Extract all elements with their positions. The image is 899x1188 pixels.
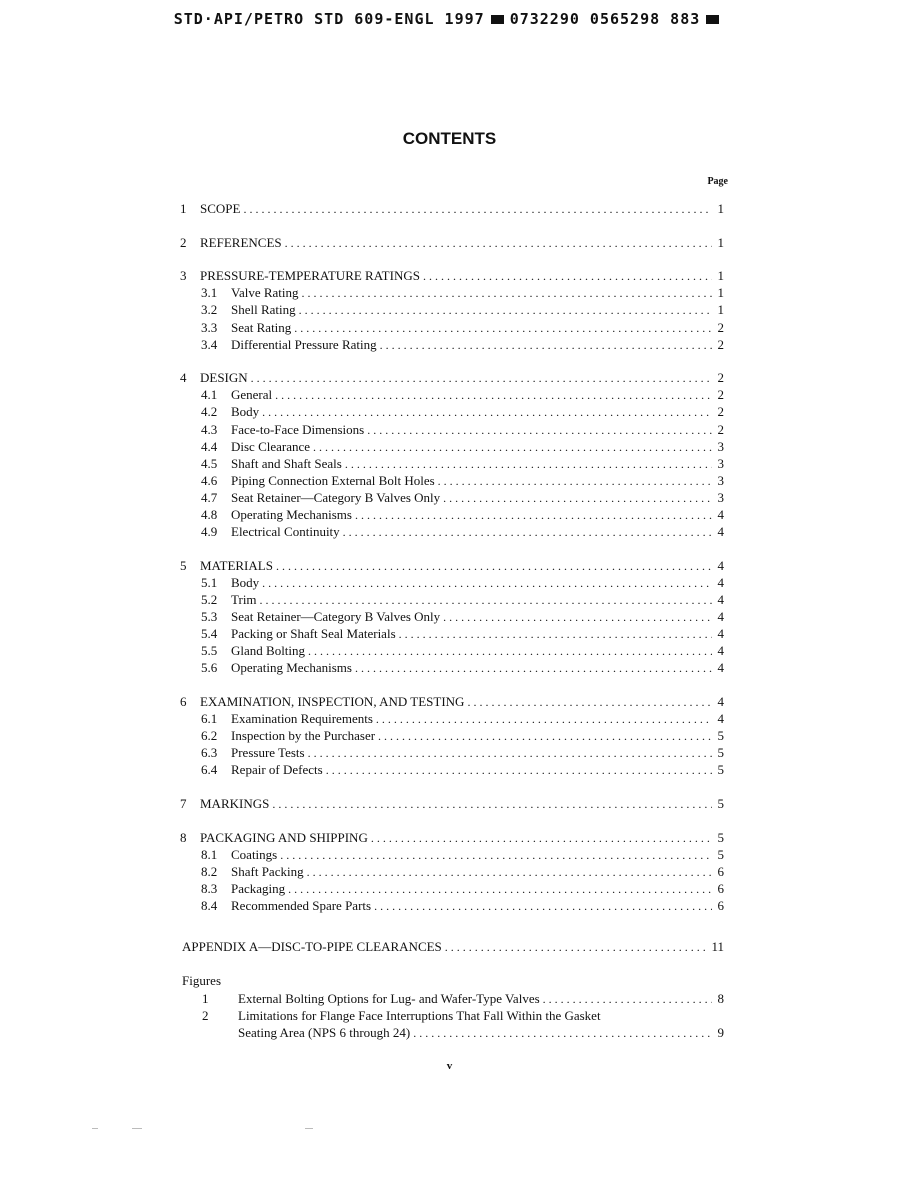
- dot-leader: [378, 728, 711, 745]
- entry-page: 2: [717, 404, 724, 420]
- entry-page: 2: [717, 336, 724, 352]
- toc-subsection: [201, 761, 724, 778]
- entry-number: 4: [180, 370, 187, 386]
- toc-subsection: [201, 336, 724, 353]
- toc-subsection: [201, 863, 724, 880]
- dot-leader: [467, 694, 711, 711]
- toc-section-7: [180, 795, 724, 812]
- entry-title: Packing or Shaft Seal Materials: [231, 626, 396, 642]
- entry-title: PACKAGING AND SHIPPING: [200, 829, 368, 845]
- header-block-mark-end: [706, 15, 719, 24]
- entry-page: 5: [717, 795, 724, 811]
- toc-subsection: [201, 727, 724, 744]
- dot-leader: [243, 201, 711, 218]
- entry-title: REFERENCES: [200, 234, 282, 250]
- toc-figure-1: [202, 990, 724, 1007]
- dot-leader: [275, 387, 711, 404]
- dot-leader: [343, 524, 712, 541]
- dot-leader: [413, 1025, 711, 1042]
- dot-leader: [285, 235, 712, 252]
- entry-page: 3: [717, 472, 724, 488]
- entry-number: 8: [180, 829, 187, 845]
- toc-subsection: [201, 591, 724, 608]
- entry-number: 5.2: [201, 591, 218, 607]
- entry-title: Seat Retainer—Category B Valves Only: [231, 609, 441, 624]
- entry-number: 5: [180, 557, 187, 573]
- toc-figure-2-number: 2: [202, 1008, 209, 1023]
- toc-subsection: [201, 506, 724, 523]
- entry-title: Face-to-Face Dimensions: [231, 421, 365, 437]
- toc-subsection: [201, 846, 724, 863]
- entry-page: 4: [717, 643, 724, 659]
- contents-title: CONTENTS: [402, 129, 497, 148]
- entry-page: 1: [717, 302, 724, 318]
- entry-number: 3.2: [201, 302, 218, 318]
- entry-number: 4.6: [201, 472, 218, 488]
- dot-leader: [438, 473, 712, 490]
- page-number: v: [446, 1060, 453, 1072]
- entry-number: 4.8: [201, 507, 218, 522]
- toc-subsection: [201, 301, 724, 318]
- entry-title: Seating Area (NPS 6 through 24): [238, 1025, 411, 1041]
- entry-title: Repair of Defects: [231, 762, 323, 778]
- entry-page: 4: [717, 591, 724, 607]
- entry-page: 4: [717, 693, 724, 709]
- entry-number: 3.3: [201, 319, 218, 335]
- entry-number: 3.4: [201, 336, 218, 352]
- entry-number: 6: [180, 693, 187, 709]
- entry-title: External Bolting Options for Lug- and Wafer-Type Valves: [238, 991, 540, 1006]
- dot-leader: [326, 762, 712, 779]
- dot-leader: [374, 898, 711, 915]
- entry-title: Examination Requirements: [231, 711, 373, 726]
- toc-subsection: [201, 472, 724, 489]
- toc-subsection: [201, 744, 724, 761]
- toc-subsection: [201, 625, 724, 642]
- dot-leader: [308, 745, 712, 762]
- scan-specks: [0, 1128, 899, 1132]
- entry-page: 1: [717, 234, 724, 250]
- entry-title: Operating Mechanisms: [231, 507, 352, 522]
- entry-page: 4: [717, 524, 724, 540]
- entry-title: Shaft and Shaft Seals: [231, 455, 342, 471]
- toc-section-8: [180, 829, 724, 846]
- dot-leader: [313, 439, 711, 456]
- entry-number: 6.2: [201, 728, 218, 744]
- entry-number: 8.3: [201, 880, 218, 896]
- entry-page: 4: [717, 626, 724, 642]
- toc-subsection: [201, 455, 724, 472]
- toc-subsection: [201, 403, 724, 420]
- entry-page: 3: [717, 489, 724, 505]
- entry-title: Valve Rating: [231, 285, 299, 301]
- entry-number: 5.4: [201, 626, 218, 642]
- entry-page: 4: [717, 660, 724, 676]
- scan-speck: [132, 1128, 142, 1129]
- entry-number: 5.5: [201, 643, 218, 659]
- entry-page: 1: [717, 285, 724, 301]
- entry-number: 4.4: [201, 438, 218, 454]
- entry-number: 2: [180, 234, 187, 250]
- entry-page: 4: [717, 711, 724, 726]
- toc-figure-2: [238, 1024, 724, 1041]
- figures-heading: Figures: [182, 973, 221, 988]
- toc-subsection: [201, 319, 724, 336]
- header-right-text: 0732290 0565298 883: [509, 10, 701, 28]
- dot-leader: [307, 864, 712, 881]
- toc-subsection: [201, 659, 724, 676]
- entry-number: 1: [202, 991, 209, 1006]
- toc-subsection: [201, 421, 724, 438]
- entry-title: Shell Rating: [231, 302, 296, 318]
- entry-page: 4: [717, 557, 724, 573]
- entry-title: DESIGN: [200, 370, 248, 386]
- entry-title: Coatings: [231, 846, 278, 862]
- toc-subsection: [201, 897, 724, 914]
- entry-number: 4.5: [201, 455, 218, 471]
- entry-page: 5: [717, 846, 724, 862]
- toc-appendix: [182, 938, 724, 955]
- scan-speck: [92, 1128, 98, 1129]
- dot-leader: [443, 490, 711, 507]
- toc-section-6: [180, 693, 724, 710]
- toc-subsection: [201, 710, 724, 727]
- entry-page: 5: [717, 728, 724, 744]
- toc-subsection: [201, 489, 724, 506]
- entry-title: Recommended Spare Parts: [231, 897, 372, 913]
- entry-number: 8.2: [201, 863, 218, 879]
- entry-number: 8.1: [201, 846, 218, 862]
- toc-section-1: [180, 200, 724, 217]
- header-block-mark: [491, 15, 504, 24]
- entry-page: 8: [717, 991, 724, 1006]
- header-left-text: STD·API/PETRO STD 609-ENGL 1997: [173, 10, 485, 28]
- dot-leader: [302, 285, 712, 302]
- entry-page: 2: [717, 319, 724, 335]
- toc-section-2: [180, 234, 724, 251]
- toc-subsection: [201, 642, 724, 659]
- entry-title: Pressure Tests: [231, 745, 305, 761]
- entry-title: Shaft Packing: [231, 863, 304, 879]
- entry-page: 4: [717, 574, 724, 590]
- dot-leader: [355, 660, 712, 677]
- entry-title: General: [231, 387, 273, 403]
- entry-title: Gland Bolting: [231, 643, 306, 659]
- entry-title: MATERIALS: [200, 557, 273, 573]
- entry-page: 11: [711, 939, 724, 954]
- toc-subsection: [201, 386, 724, 403]
- entry-number: 4.2: [201, 404, 218, 420]
- entry-page: 2: [717, 421, 724, 437]
- dot-leader: [251, 370, 712, 387]
- dot-leader: [445, 939, 706, 956]
- entry-number: 5.6: [201, 660, 218, 676]
- scan-speck: [305, 1128, 313, 1129]
- entry-title: Body: [231, 404, 260, 420]
- entry-number: 5.3: [201, 609, 218, 624]
- dot-leader: [423, 268, 712, 285]
- toc-subsection: [201, 284, 724, 301]
- toc-subsection: [201, 880, 724, 897]
- dot-leader: [294, 320, 711, 337]
- entry-title: Piping Connection External Bolt Holes: [231, 472, 435, 488]
- dot-leader: [443, 609, 711, 626]
- entry-title: Inspection by the Purchaser: [231, 728, 376, 744]
- entry-title: Packaging: [231, 880, 286, 896]
- entry-title: SCOPE: [200, 201, 241, 216]
- entry-number: 1: [180, 201, 187, 216]
- entry-number: 7: [180, 795, 187, 811]
- entry-number: 3.1: [201, 285, 218, 301]
- entry-number: 4.9: [201, 524, 218, 540]
- dot-leader: [367, 422, 711, 439]
- dot-leader: [380, 337, 712, 354]
- dot-leader: [308, 643, 711, 660]
- entry-page: 4: [717, 609, 724, 624]
- entry-number: 4.3: [201, 421, 218, 437]
- entry-page: 3: [717, 438, 724, 454]
- toc-subsection: [201, 523, 724, 540]
- toc-section-3: [180, 267, 724, 284]
- toc-subsection: [201, 574, 724, 591]
- toc-section-5: [180, 557, 724, 574]
- entry-title: EXAMINATION, INSPECTION, AND TESTING: [200, 693, 465, 709]
- entry-page: 2: [717, 387, 724, 403]
- dot-leader: [260, 592, 712, 609]
- dot-leader: [355, 507, 712, 524]
- entry-page: 2: [717, 370, 724, 386]
- dot-leader: [543, 991, 712, 1008]
- entry-number: 6.3: [201, 745, 218, 761]
- entry-number: 6.1: [201, 711, 218, 726]
- entry-title: APPENDIX A—DISC-TO-PIPE CLEARANCES: [182, 939, 442, 954]
- entry-page: 4: [717, 507, 724, 522]
- entry-number: 6.4: [201, 762, 218, 778]
- entry-title: Operating Mechanisms: [231, 660, 352, 676]
- dot-leader: [345, 456, 712, 473]
- dot-leader: [262, 575, 711, 592]
- entry-number: 8.4: [201, 897, 218, 913]
- entry-page: 6: [717, 880, 724, 896]
- entry-title: Electrical Continuity: [231, 524, 340, 540]
- dot-leader: [299, 302, 712, 319]
- document-header-code: [0, 10, 899, 28]
- entry-page: 6: [717, 863, 724, 879]
- dot-leader: [262, 404, 711, 421]
- entry-page: 9: [717, 1025, 724, 1041]
- entry-title: Body: [231, 574, 260, 590]
- page-column-label: Page: [707, 176, 728, 187]
- entry-page: 3: [717, 455, 724, 471]
- dot-leader: [288, 881, 711, 898]
- toc-subsection: [201, 608, 724, 625]
- entry-title: Trim: [231, 591, 257, 607]
- entry-number: 3: [180, 268, 187, 284]
- dot-leader: [376, 711, 712, 728]
- toc-subsection: [201, 438, 724, 455]
- entry-number: 4.1: [201, 387, 218, 403]
- dot-leader: [276, 558, 712, 575]
- entry-title: Seat Retainer—Category B Valves Only: [231, 489, 441, 505]
- dot-leader: [272, 796, 711, 813]
- entry-page: 5: [717, 762, 724, 778]
- entry-page: 6: [717, 897, 724, 913]
- toc-figure-2-title: Limitations for Flange Face Interruptions That Fall Within the Gasket: [238, 1008, 601, 1023]
- entry-page: 1: [717, 268, 724, 284]
- entry-page: 5: [717, 829, 724, 845]
- dot-leader: [280, 847, 711, 864]
- entry-title: Differential Pressure Rating: [231, 336, 377, 352]
- dot-leader: [399, 626, 712, 643]
- entry-number: 5.1: [201, 574, 218, 590]
- dot-leader: [371, 830, 712, 847]
- entry-title: Seat Rating: [231, 319, 292, 335]
- entry-title: MARKINGS: [200, 795, 270, 811]
- entry-page: 5: [717, 745, 724, 761]
- toc-section-4: [180, 369, 724, 386]
- entry-title: Disc Clearance: [231, 438, 311, 454]
- entry-title: PRESSURE-TEMPERATURE RATINGS: [200, 268, 420, 284]
- entry-page: 1: [717, 201, 724, 216]
- entry-number: 4.7: [201, 489, 218, 505]
